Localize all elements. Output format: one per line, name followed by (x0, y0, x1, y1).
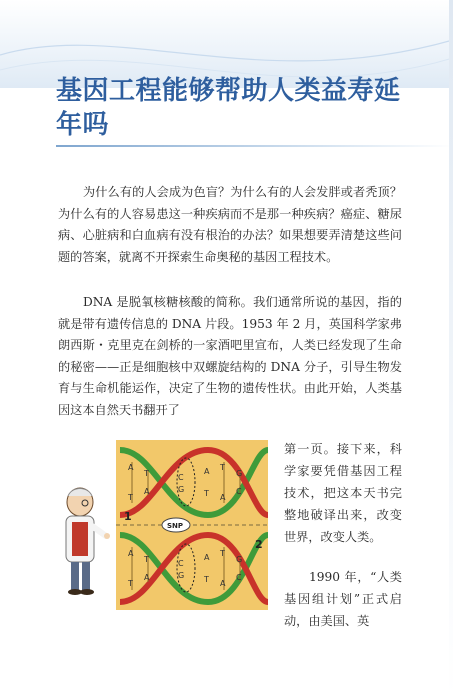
page-edge (449, 0, 453, 698)
base-letter: T (220, 463, 225, 472)
dna-figure-svg (58, 440, 276, 610)
base-letter: A (128, 549, 134, 558)
base-letter: T (144, 469, 149, 478)
base-letter: G (178, 571, 185, 580)
base-letter: T (128, 493, 133, 502)
base-letter: A (144, 573, 150, 582)
base-letter: A (204, 553, 210, 562)
base-letter: G (236, 555, 243, 564)
base-letter: C (236, 573, 242, 582)
scientist-cartoon (66, 488, 110, 595)
paragraph-2: DNA 是脱氧核糖核酸的简称。我们通常所说的基因，指的就是带有遗传信息的 DNA 片段。1953 年 2 月，英国科学家弗朗西斯・克里克在剑桥的一家酒吧里宣布，人类已经发现了生命的秘密——正是细胞核中双螺旋结构的 DNA 分子，引导生物发育与生命机能运作，决定了生物的遗传性状。由此开始，人类基因这本自然天书翻开了 (58, 295, 402, 417)
base-letter: A (204, 467, 210, 476)
base-letter: A (128, 463, 134, 472)
base-letter: T (220, 549, 225, 558)
title-divider (56, 145, 453, 147)
panel-label-1: 1 (124, 510, 132, 523)
base-letter: A (220, 493, 226, 502)
base-letter: G (236, 469, 243, 478)
paragraph-4: 1990 年，“人类基因组计划”正式启动，由美国、英 (284, 570, 402, 628)
base-letter: T (204, 575, 209, 584)
base-letter: C (178, 559, 184, 568)
base-letter: G (178, 485, 185, 494)
base-letter: T (144, 555, 149, 564)
dna-illustration (58, 440, 276, 610)
base-letter: A (144, 487, 150, 496)
panel-label-2: 2 (255, 538, 263, 551)
base-letter: C (236, 487, 242, 496)
snp-label: SNP (167, 522, 184, 530)
paragraph-1: 为什么有的人会成为色盲？为什么有的人会发胖或者秃顶？为什么有的人容易患这一种疾病而不是那一种疾病？癌症、糖尿病、心脏病和白血病有没有根治的办法？如果想要弄清楚这些问题的答案，就离不开探索生命奥秘的基因工程技术。 (58, 185, 402, 264)
base-letter: T (204, 489, 209, 498)
base-letter: A (220, 579, 226, 588)
page-title: 基因工程能够帮助人类益寿延年吗 (56, 76, 401, 140)
base-letter: C (178, 473, 184, 482)
paragraph-3: 第一页。接下来，科学家要凭借基因工程技术，把这本天书完整地破译出来，改变世界，改变人类。 (284, 442, 402, 544)
base-letter: T (128, 579, 133, 588)
